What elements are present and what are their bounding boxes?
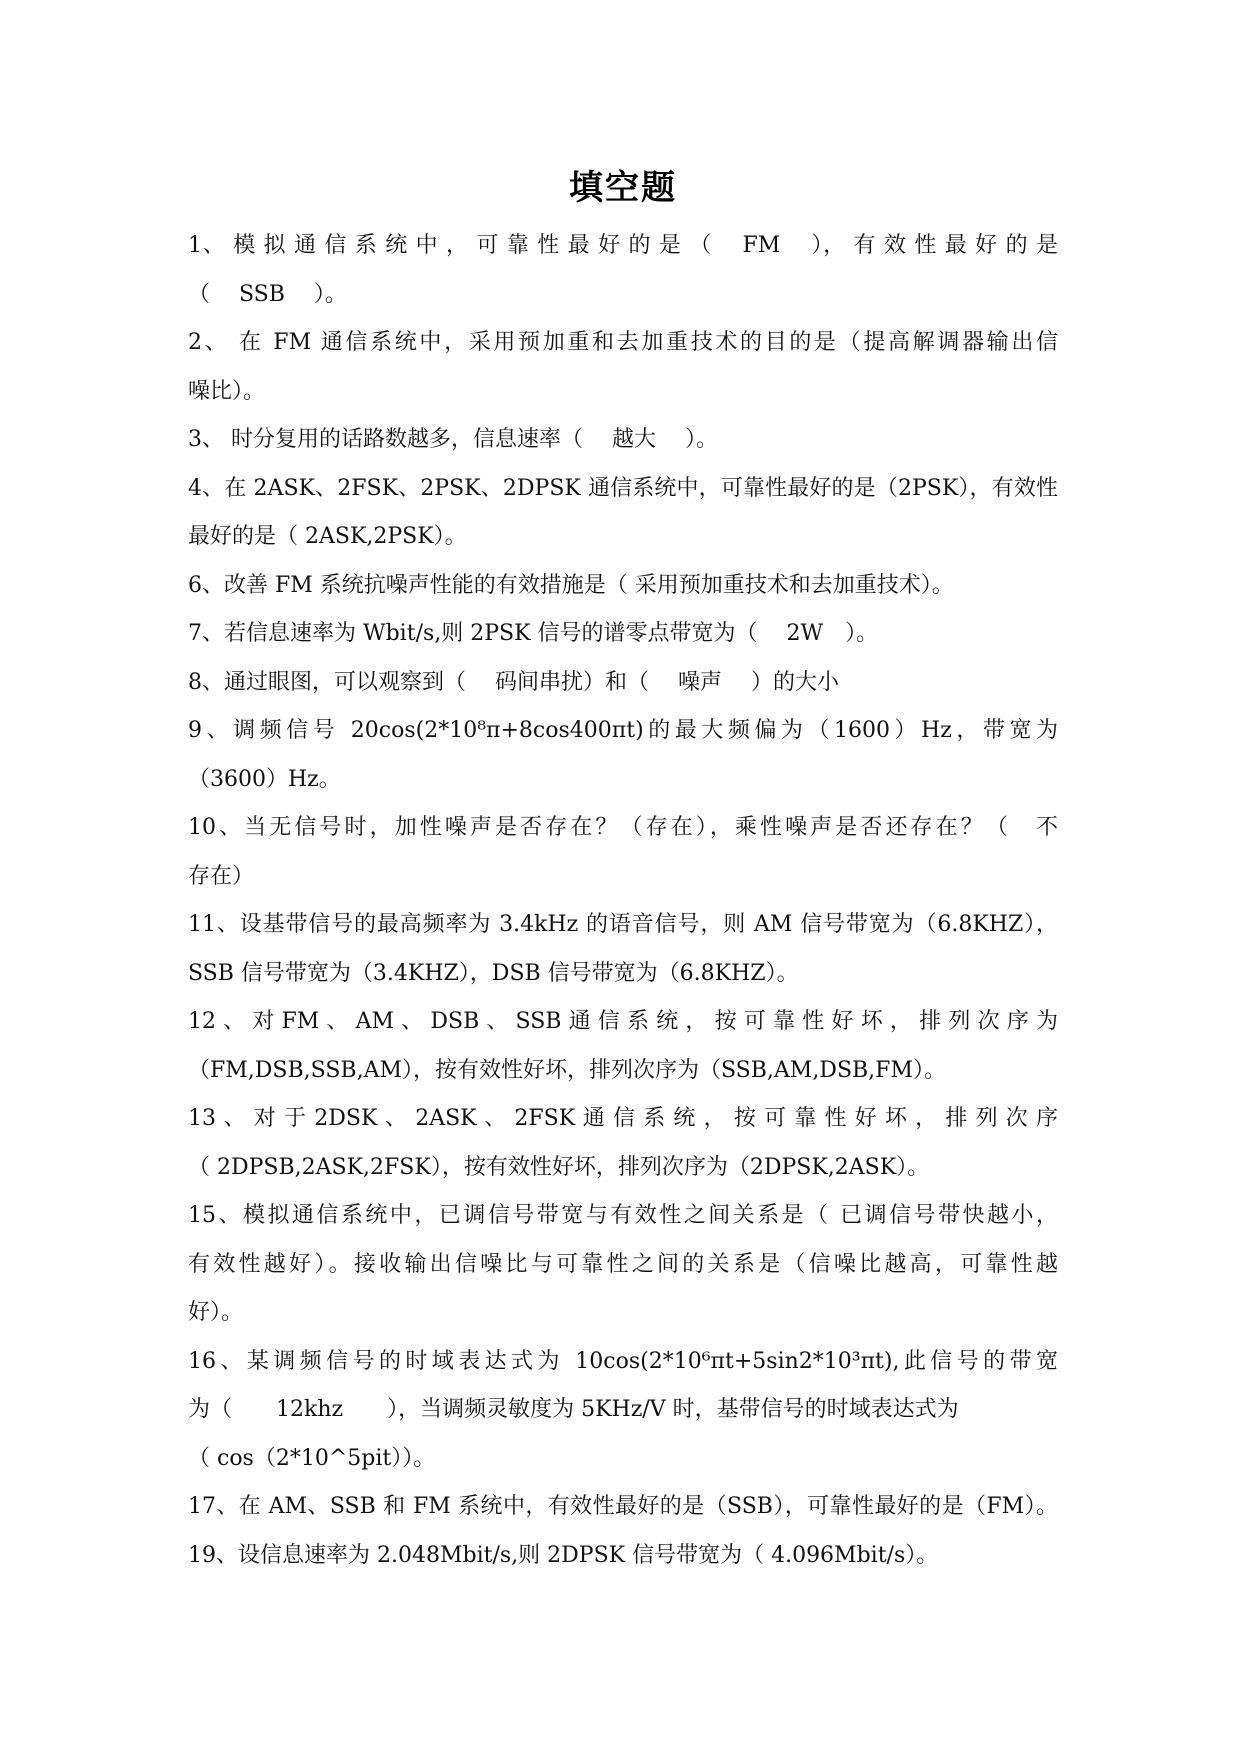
text-line: 有效性越好）。接收输出信噪比与可靠性之间的关系是（信噪比越高，可靠性越 — [188, 1251, 1058, 1277]
text-line: 3、 时分复用的话路数越多，信息速率（ 越大 ）。 — [188, 427, 718, 452]
text-line: 10、当无信号时，加性噪声是否存在？（存在），乘性噪声是否还存在？（ 不 — [188, 815, 1058, 840]
text-line: 9、调频信号 20cos(2*10⁸π+8cos400πt)的最大频偏为（1600）Hz，带宽为 — [188, 718, 1058, 743]
text-line: 2、 在 FM 通信系统中，采用预加重和去加重技术的目的是（提高解调器输出信 — [188, 330, 1058, 355]
text-line: 19、设信息速率为 2.048Mbit/s,则 2DPSK 信号带宽为（ 4.096Mbit/s）。 — [188, 1542, 939, 1568]
text-line: 15、模拟通信系统中，已调信号带宽与有效性之间关系是（ 已调信号带快越小， — [188, 1203, 1058, 1228]
text-line: 为（ 12khz ），当调频灵敏度为 5KHz/V 时，基带信号的时域表达式为 — [188, 1397, 959, 1422]
text-line: 最好的是（ 2ASK,2PSK）。 — [188, 524, 467, 549]
question-list — [188, 222, 1058, 1580]
text-line: 8、通过眼图，可以观察到（ 码间串扰）和（ 噪声 ）的大小 — [188, 669, 839, 695]
text-line: （ 2DPSB,2ASK,2FSK），按有效性好坏，排列次序为（2DPSK,2ASK）。 — [188, 1154, 930, 1180]
document-page — [188, 0, 1058, 1754]
text-line: 存在） — [188, 863, 255, 889]
text-line: 7、若信息速率为 Wbit/s,则 2PSK 信号的谱零点带宽为（ 2W ）。 — [188, 621, 879, 646]
text-line: 12 、 对 FM 、 AM 、 DSB 、 SSB 通 信 系 统 ， 按 可 靠 性 好 坏 ， 排 列 次 序 为 — [188, 1009, 1058, 1034]
text-line: （3600）Hz。 — [188, 766, 341, 792]
text-line: 6、改善 FM 系统抗噪声性能的有效措施是（ 采用预加重技术和去加重技术）。 — [188, 572, 954, 598]
text-line: 1、 模 拟 通 信 系 统 中 ， 可 靠 性 最 好 的 是 （ FM ）， 有 效 性 最 好 的 是 — [188, 233, 1058, 258]
text-line: 噪比）。 — [188, 378, 266, 404]
text-line: 好）。 — [188, 1300, 244, 1325]
text-line: （ cos（2*10^5pit））。 — [188, 1445, 436, 1471]
text-line: （FM,DSB,SSB,AM），按有效性好坏，排列次序为（SSB,AM,DSB,FM）。 — [188, 1057, 946, 1083]
text-line: 16、某调频信号的时域表达式为 10cos(2*10⁶πt+5sin2*10³πt),此信号的带宽 — [188, 1348, 1058, 1374]
text-line: （ SSB ）。 — [188, 281, 347, 307]
text-line: 17、在 AM、SSB 和 FM 系统中，有效性最好的是（SSB），可靠性最好的是（FM）。 — [188, 1494, 1058, 1519]
text-line: SSB 信号带宽为（3.4KHZ），DSB 信号带宽为（6.8KHZ）。 — [188, 960, 799, 986]
text-line: 11、设基带信号的最高频率为 3.4kHz 的语音信号，则 AM 信号带宽为（6.8KHZ）， — [188, 912, 1058, 937]
text-line: 4、在 2ASK、2FSK、2PSK、2DPSK 通信系统中，可靠性最好的是（2PSK），有效性 — [188, 475, 1058, 501]
text-line: 13 、 对 于 2DSK 、 2ASK 、 2FSK 通 信 系 统 ， 按 可 靠 性 好 坏 ， 排 列 次 序 — [188, 1106, 1058, 1131]
page-title: 填空题 — [569, 168, 677, 208]
